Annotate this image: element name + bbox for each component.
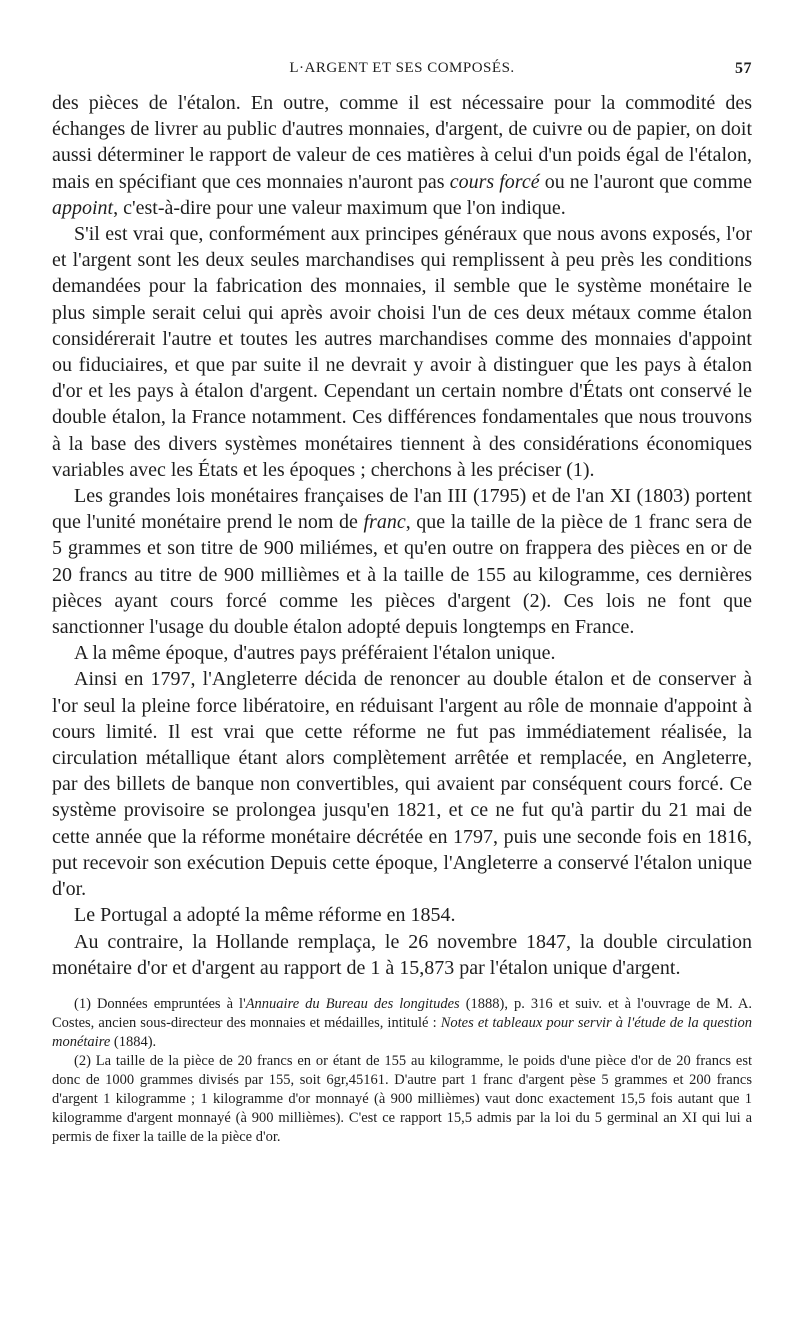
footnotes [52, 995, 752, 1147]
body-text [52, 90, 752, 981]
emphasis-text: Notes et tableaux pour servir à l'étude de la question monétaire [52, 1014, 752, 1050]
text-run: (2) La taille de la pièce de 20 francs en or étant de 155 au kilogramme, le poids d'une pièce d'or de 20 francs est donc de 1000 grammes divisés par 155, soit 6gr,45161. D'autre part 1 franc d'argent pèse 5 grammes et 200 francs d'argent 1 kilogramme ; 1 kilogramme d'or monnayé (à 900 millièmes) vaut donc exactement 15,5 fois autant que 1 kilogramme d'argent monnayé (à 900 millièmes). C'est ce rapport 15,5 admis par la loi du 5 germinal an XI qui lui a permis de fixer la taille de la pièce d'or. [52, 1052, 752, 1145]
text-run: ou ne l'auront que comme [539, 170, 753, 193]
paragraph [52, 640, 752, 666]
page-number: 57 [735, 60, 752, 77]
emphasis-text: Annuaire du Bureau des longitudes [245, 995, 460, 1012]
text-run: (1) Données empruntées à l' [74, 995, 246, 1012]
text-run: des pièces de l'étalon. En outre, comme il est nécessaire pour la commodité des échanges de livrer au public d'autres monnaies, d'argent, de cuivre ou de papier, on doit aussi déterminer le rapport de valeur de ces matières à celui d'un poids égal de l'étalon, mais en spécifiant que ces monnaies n'auront pas [52, 92, 752, 193]
footnote [52, 1052, 752, 1147]
text-run: , c'est-à-dire pour une valeur maximum que l'on indique. [113, 196, 566, 219]
emphasis-text: appoint [52, 196, 114, 219]
paragraph [52, 666, 752, 902]
paragraph [52, 90, 752, 221]
paragraph [52, 221, 752, 483]
text-run: Ainsi en 1797, l'Angleterre décida de renoncer au double étalon et de conserver à l'or seul la pleine force libératoire, en réduisant l'argent au rôle de monnaie d'appoint à cours limité. Il est vrai que cette réforme ne fut pas immédiatement réalisée, la circulation métallique étant alors complètement arrêtée et remplacée, en Angleterre, par des billets de banque non convertibles, qui avaient par conséquent cours forcé. Ce système provisoire se prolongea jusqu'en 1821, et ce ne fut qu'à partir du 21 mai de cette année que la réforme monétaire décrétée en 1797, puis une seconde fois en 1816, put recevoir son exécution Depuis cette époque, l'Angleterre a conservé l'étalon unique d'or. [52, 668, 752, 901]
paragraph [52, 929, 752, 981]
text-run: Le Portugal a adopté la même réforme en 1854. [74, 904, 456, 927]
emphasis-text: franc [363, 511, 406, 534]
text-run: S'il est vrai que, conformément aux principes généraux que nous avons exposés, l'or et l'argent sont les deux seules marchandises qui remplissent à peu près les conditions demandées pour la fabrication des monnaies, il semble que le système monétaire le plus simple serait celui qui après avoir choisi l'un de ces deux métaux comme étalon considérerait l'autre et toutes les autres marchandises comme des monnaies d'appoint ou fiduciaires, et que par suite il ne devrait y avoir à distinguer que les pays à étalon d'or et les pays à étalon d'argent. Cependant un certain nombre d'États ont conservé le double étalon, la France notamment. Ces différences fondamentales que nous trouvons à la base des divers systèmes monétaires tiennent à des considérations économiques variables avec les États et les époques ; cherchons à les préciser (1). [52, 223, 752, 481]
footnote [52, 995, 752, 1052]
page-header [52, 58, 752, 82]
paragraph [52, 483, 752, 640]
text-run: Les grandes lois monétaires françaises de l'an III (1795) et de l'an XI (1803) portent que l'unité monétaire prend le nom de [52, 485, 752, 534]
text-run: (1884). [110, 1033, 157, 1050]
text-run: (1888), p. 316 et suiv. et à l'ouvrage de M. A. Costes, ancien sous-directeur des monnaies et médailles, intitulé : [52, 995, 752, 1031]
running-title: L·ARGENT ET SES COMPOSÉS. [289, 60, 515, 76]
text-run: , que la taille de la pièce de 1 franc sera de 5 grammes et son titre de 900 miliémes, et qu'en outre on frappera des pièces en or de 20 francs au titre de 900 millièmes et à la taille de 155 au kilogramme, ces dernières pièces ayant cours forcé comme les pièces d'argent (2). Ces lois ne font que sanctionner l'usage du double étalon adopté depuis longtemps en France. [52, 511, 752, 639]
text-run: A la même époque, d'autres pays préféraient l'étalon unique. [74, 642, 556, 665]
emphasis-text: cours forcé [449, 170, 540, 193]
paragraph [52, 902, 752, 928]
text-run: Au contraire, la Hollande remplaça, le 26 novembre 1847, la double circulation monétaire d'or et d'argent au rapport de 1 à 15,873 par l'étalon unique d'argent. [52, 930, 752, 979]
